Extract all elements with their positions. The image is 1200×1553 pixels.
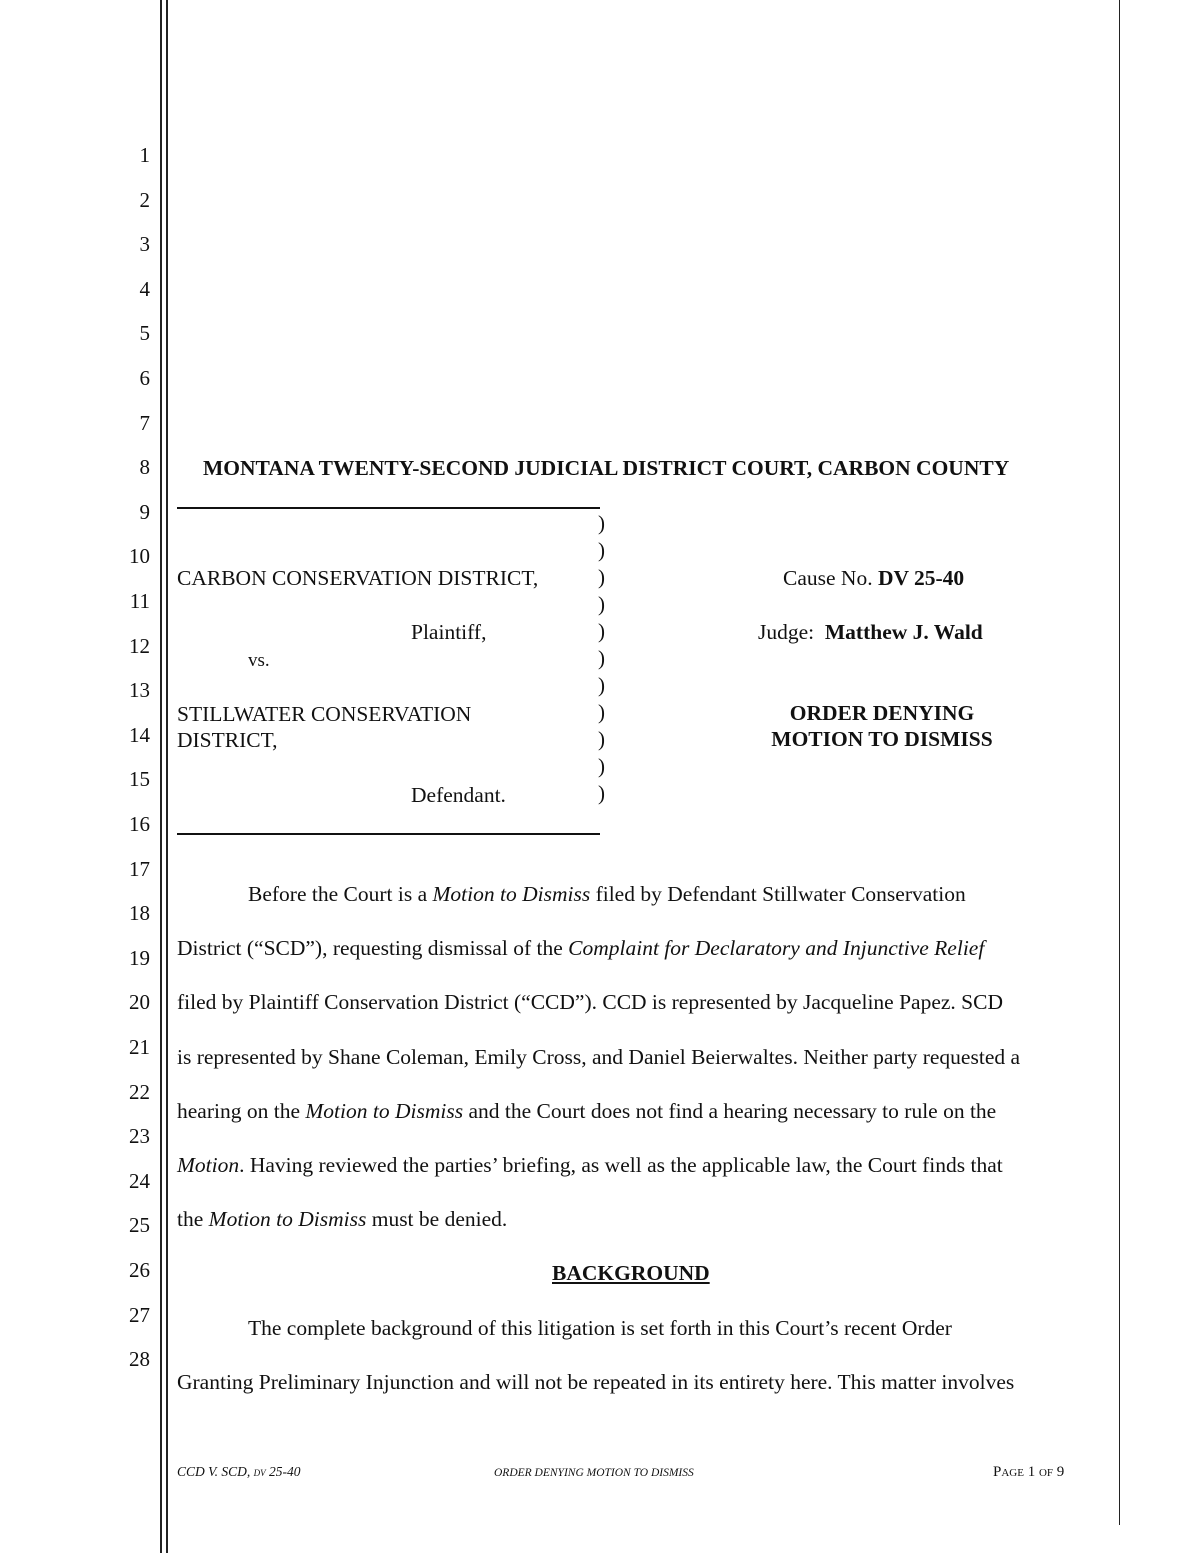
caption-paren: ) [598,565,605,589]
margin-rule-right [1119,0,1120,1525]
caption-paren: ) [598,538,605,562]
plaintiff-label: Plaintiff, [411,620,487,644]
footer-case-number: 25-40 [265,1464,301,1479]
text-run: . Having reviewed the parties’ briefing, as well as the applicable law, the Court finds that [239,1153,1003,1177]
caption-paren: ) [598,727,605,751]
text-line [177,1098,996,1124]
line-number: 8 [139,455,150,480]
margin-rule-left-inner [166,0,168,1553]
text-run: must be denied. [366,1207,508,1232]
defendant-label: Defendant. [411,783,506,807]
line-number: 25 [129,1213,150,1238]
caption-paren: ) [598,619,605,643]
line-number: 11 [129,589,150,613]
order-title-1: ORDER DENYING [789,701,975,725]
judge-label: Judge: [758,620,815,644]
italic-title: Complaint for Declaratory and Injunctive Relief [568,936,985,961]
italic-title: Motion [177,1153,240,1177]
judge-line [758,619,983,645]
line-number: 16 [129,812,150,836]
footer-page-number: Page 1 of 9 [993,1464,1065,1480]
caption-paren: ) [598,673,605,697]
line-number: 21 [129,1035,150,1059]
line-number: 20 [129,990,150,1015]
text-line [177,1152,1003,1178]
line-number: 22 [129,1079,150,1104]
text-line [248,1315,952,1341]
line-number: 10 [129,544,150,569]
line-number: 23 [129,1124,150,1149]
defendant-name-2: DISTRICT, [177,728,278,752]
text-run: and the Court does not find a hearing necessary to rule on the [463,1098,997,1123]
caption-paren: ) [598,592,605,616]
line-number: 19 [129,945,150,970]
text-line [177,1369,1014,1395]
text-line [177,1206,507,1232]
text-run: hearing on the [177,1098,306,1123]
text-line [177,935,984,961]
text-run: District (“SCD”), requesting dismissal of the [177,936,569,961]
plaintiff-name: CARBON CONSERVATION DISTRICT, [177,566,539,590]
caption-paren: ) [598,754,605,778]
line-number: 9 [139,499,150,524]
line-number: 12 [129,633,150,658]
text-line [177,1044,1020,1070]
line-number: 1 [139,143,150,167]
caption-top-rule [177,507,600,509]
defendant-name-1: STILLWATER CONSERVATION [177,702,472,726]
line-number: 17 [129,856,150,881]
line-number: 26 [129,1258,150,1282]
line-number: 5 [139,321,150,346]
cause-number-line [783,565,964,591]
caption-paren: ) [598,646,605,670]
line-number: 14 [129,722,150,747]
text-run: filed by Plaintiff Conservation District (“CCD”). CCD is represented by Jacqueline Papez. SCD [177,990,1003,1015]
line-number: 4 [139,276,150,301]
caption-paren: ) [598,700,605,724]
italic-title: Motion to Dismiss [432,882,591,906]
text-run: Before the Court is a [248,882,433,906]
line-number: 27 [129,1302,150,1327]
margin-rule-left-outer [160,0,162,1553]
text-line [248,881,966,907]
cause-number: DV 25-40 [877,566,965,590]
line-number: 13 [129,678,150,703]
judge-name: Matthew J. Wald [824,620,983,644]
caption-bottom-rule [177,833,600,835]
order-title-2: MOTION TO DISMISS [771,727,993,751]
cause-label: Cause No. [783,566,873,590]
line-number: 24 [129,1168,150,1193]
line-number: 28 [129,1347,150,1372]
footer-case-caption [177,1464,301,1480]
footer-document-title: ORDER DENYING MOTION TO DISMISS [494,1467,694,1479]
line-number: 7 [139,410,150,435]
text-run: is represented by Shane Coleman, Emily Cross, and Daniel Beierwaltes. Neither party requested a [177,1044,1021,1069]
line-number: 15 [129,767,150,792]
text-run: The complete background of this litigation is set forth in this Court’s recent Order [248,1316,952,1340]
court-title: MONTANA TWENTY-SECOND JUDICIAL DISTRICT COURT, CARBON COUNTY [203,456,1010,480]
text-run: filed by Defendant Stillwater Conservation [590,882,966,906]
footer-case-prefix: dv [253,1464,266,1479]
italic-title: Motion to Dismiss [305,1098,464,1123]
caption-paren: ) [598,781,605,805]
text-run: the [177,1207,209,1232]
line-number: 2 [139,187,150,212]
line-number: 6 [139,366,150,390]
caption-paren: ) [598,511,605,535]
line-number: 3 [139,232,150,257]
vs-label: vs. [248,650,270,671]
text-run: Granting Preliminary Injunction and will not be repeated in its entirety here. This matter involves [177,1370,1015,1394]
line-number: 18 [129,901,150,926]
text-line [177,989,1003,1015]
italic-title: Motion to Dismiss [208,1207,367,1232]
footer-case-name: CCD V. SCD, [177,1464,254,1479]
background-heading: BACKGROUND [552,1261,710,1285]
